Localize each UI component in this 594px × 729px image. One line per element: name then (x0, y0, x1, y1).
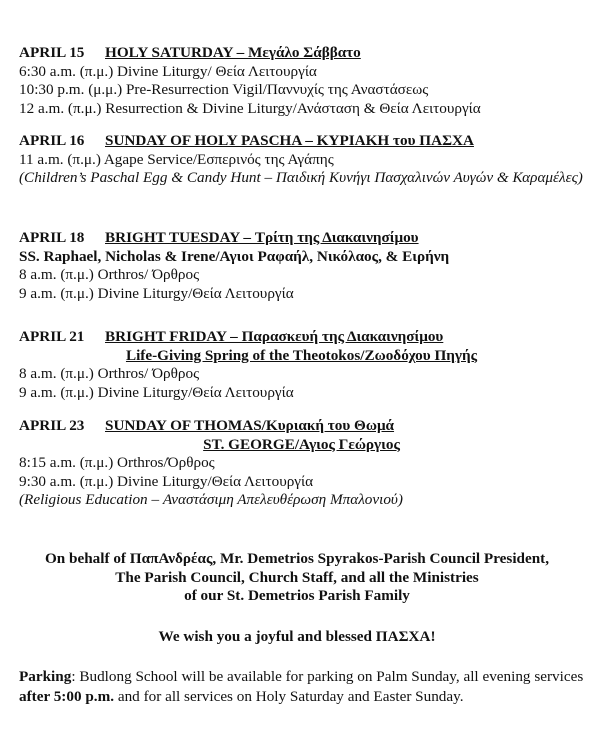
service-line: 10:30 p.m. (μ.μ.) Pre-Resurrection Vigil/Παννυχίς της Αναστάσεως (19, 81, 429, 99)
service-line: 11 a.m. (π.μ.) Agape Service/Εσπερινός της Αγάπης (19, 150, 334, 168)
event-date: APRIL 23 (19, 417, 85, 434)
event-note: (Children’s Paschal Egg & Candy Hunt – Παιδική Κυνήγι Πασχαλινών Αυγών & Καραμέλες) (19, 169, 583, 187)
event-title: SUNDAY OF HOLY PASCHA – ΚΥΡΙΑΚΗ του ΠΑΣΧΑ (105, 132, 474, 149)
event-april-15 (19, 44, 584, 118)
closing-line: of our St. Demetrios Parish Family (184, 587, 410, 605)
event-heading (19, 44, 584, 63)
parking-text: : Budlong School will be available for parking on Palm Sunday, all evening services (71, 668, 584, 685)
event-note: (Religious Education – Αναστάσιμη Απελευθέρωση Μπαλονιού) (19, 491, 403, 509)
event-title: SUNDAY OF THOMAS/Κυριακή του Θωμά (105, 417, 395, 434)
event-subtitle: Life-Giving Spring of the Theotokos/Ζωοδόχου Πηγής (125, 346, 478, 364)
event-subtitle: ST. GEORGE/Αγιος Γεώργιος (203, 435, 400, 453)
event-date: APRIL 21 (19, 328, 85, 345)
service-line: 9 a.m. (π.μ.) Divine Liturgy/Θεία Λειτουργία (19, 284, 294, 302)
event-april-16 (19, 132, 584, 188)
service-line: 8 a.m. (π.μ.) Orthros/ Όρθρος (19, 266, 200, 284)
closing-wish: We wish you a joyful and blessed ΠΑΣΧΑ! (158, 628, 436, 645)
service-line: 6:30 a.m. (π.μ.) Divine Liturgy/ Θεία Λειτουργία (19, 62, 317, 80)
service-line: 9 a.m. (π.μ.) Divine Liturgy/Θεία Λειτουργία (19, 383, 294, 401)
event-heading (19, 328, 584, 347)
event-april-23 (19, 417, 584, 510)
event-date: APRIL 15 (19, 44, 85, 61)
event-april-18 (19, 229, 584, 303)
service-line: 8 a.m. (π.μ.) Orthros/ Όρθρος (19, 365, 200, 383)
service-line: 9:30 a.m. (π.μ.) Divine Liturgy/Θεία Λειτουργία (19, 472, 314, 490)
closing-message (0, 550, 594, 606)
service-line: 12 a.m. (π.μ.) Resurrection & Divine Liturgy/Ανάσταση & Θεία Λειτουργία (19, 99, 481, 117)
closing-line: The Parish Council, Church Staff, and all the Ministries (115, 568, 479, 586)
event-april-21 (19, 328, 584, 402)
parking-notice (19, 667, 584, 706)
event-subtitle: SS. Raphael, Nicholas & Irene/Αγιοι Ραφαήλ, Νικόλαος, & Ειρήνη (19, 247, 450, 265)
event-title: BRIGHT TUESDAY – Τρίτη της Διακαινησίμου (105, 229, 419, 246)
parking-text-end: and for all services on Holy Saturday and Easter Sunday. (114, 687, 464, 705)
event-date: APRIL 18 (19, 229, 85, 246)
closing-line: On behalf of ΠαπΑνδρέας, Mr. Demetrios Spyrakos-Parish Council President, (44, 550, 550, 567)
event-date: APRIL 16 (19, 132, 85, 149)
parking-time: after 5:00 p.m. (19, 687, 115, 705)
event-heading (19, 417, 584, 436)
event-heading (19, 229, 584, 248)
event-title: BRIGHT FRIDAY – Παρασκευή της Διακαινησίμου (105, 328, 444, 345)
parking-label: Parking (19, 668, 72, 685)
event-title: HOLY SATURDAY – Μεγάλο Σάββατο (105, 44, 361, 61)
service-line: 8:15 a.m. (π.μ.) Orthros/Όρθρος (19, 454, 215, 472)
event-heading (19, 132, 584, 151)
